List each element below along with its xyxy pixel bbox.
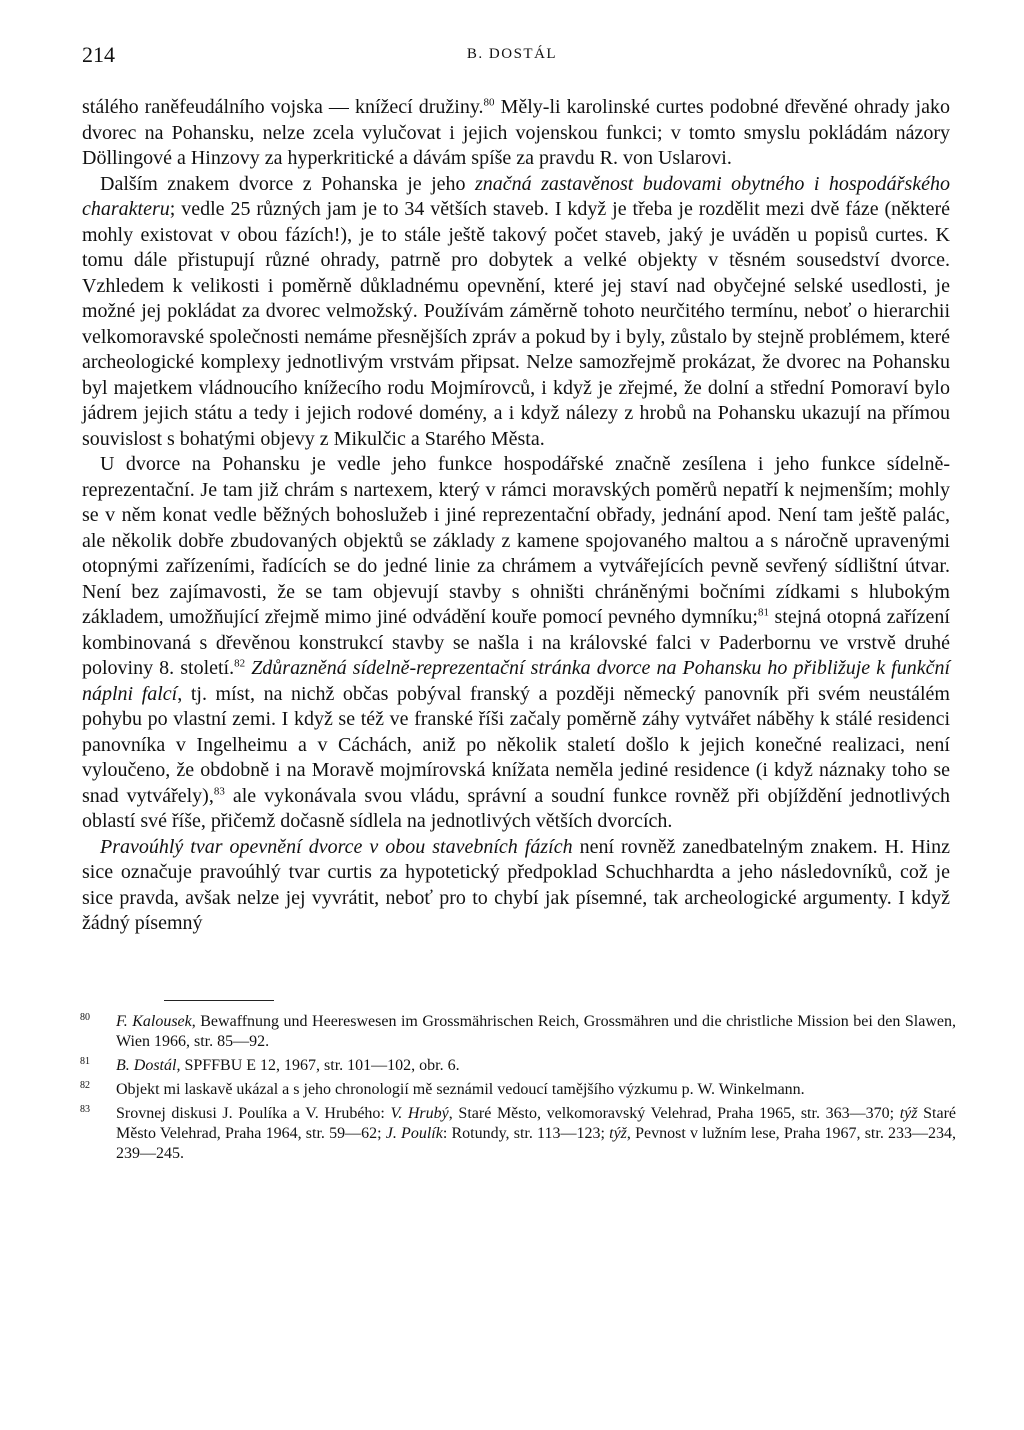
text-run: Srovnej diskusi J. Poulíka a V. Hrubého: xyxy=(116,1105,391,1122)
paragraph-2 xyxy=(82,172,950,453)
running-head-author: B. DOSTÁL xyxy=(466,46,558,62)
footnotes xyxy=(80,1012,956,1168)
paragraph-4 xyxy=(82,835,950,937)
author-name: F. Kalousek xyxy=(116,1013,192,1030)
footnote-ref-83: 83 xyxy=(213,784,225,797)
text-run: : Rotundy, str. 113—123; xyxy=(442,1125,610,1142)
author-name: V. Hrubý xyxy=(390,1105,449,1122)
text-run: stejná otopná zařízení kombinovaná s dřevěnou konstrukcí stavby se našla i na královské falci v Paderbornu ve vrstvě druhé poloviny 8. století. xyxy=(82,606,950,679)
page-number: 214 xyxy=(82,42,115,67)
text-run: , Bewaffnung und Heereswesen im Grossmährischen Reich, Grossmähren und die christliche Mission bei den Slawen, Wien 1966, str. 85—92. xyxy=(116,1013,957,1050)
author-name: týž xyxy=(609,1125,627,1142)
author-name: týž xyxy=(899,1105,918,1122)
footnote-ref-80: 80 xyxy=(483,96,495,109)
text-run: , Pevnost v lužním lese, Praha 1967, str. 233—234, 239—245. xyxy=(116,1125,957,1162)
running-head xyxy=(82,42,942,70)
footnote-80 xyxy=(80,1012,956,1052)
footnote-mark: 80 xyxy=(80,1012,90,1023)
author-name: J. Poulík xyxy=(385,1125,443,1142)
footnote-82 xyxy=(80,1080,956,1100)
text-run: , Staré Město, velkomoravský Velehrad, Praha 1965, str. 363—370; xyxy=(448,1105,900,1122)
paragraph-1 xyxy=(82,95,950,172)
text-run: ale vykonávala svou vládu, správní a soudní funkce rovněž při objíždění jednotlivých oblastí své říše, přičemž dočasně sídlela na jednotlivých větších dvorcích. xyxy=(82,784,950,832)
footnote-83 xyxy=(80,1104,956,1164)
footnote-ref-81: 81 xyxy=(757,606,769,619)
paragraph-3 xyxy=(82,452,950,835)
emphasis: Pravoúhlý tvar opevnění dvorce v obou stavebních fázích xyxy=(100,835,573,858)
footnote-mark: 81 xyxy=(80,1056,90,1067)
text-run: Objekt mi laskavě ukázal a s jeho chronologií mě seznámil vedoucí tamějšího výzkumu p. W. Winkelmann. xyxy=(116,1081,805,1098)
emphasis: značná zastavěnost budovami obytného i hospodářského charakteru xyxy=(82,172,950,220)
text-run: U dvorce na Pohansku je vedle jeho funkce hospodářské značně zesílena i jeho funkce sídelně-reprezentační. Je tam již chrám s nartexem, který v rámci moravských poměrů nepatří k nejmenším; mohly se v něm konat vedle běžných bohoslužeb i jiné reprezentační obřady, jednání apod. Není tam ještě palác, ale několik dobře zbudovaných objektů se základy z kamene spojovaného maltou a s náročně upravenými otopnými zařízeními, řadících se do jedné linie za chrámem a vytvářejících pevně sevřený sídlištní útvar. Není bez zajímavosti, že se tam objevují stavby s ohništi chráněnými bočními zídkami s hlubokým základem, umožňující zřejmě mimo jiné odvádění kouře pomocí pevného dymníku; xyxy=(82,453,950,628)
footnote-separator xyxy=(164,1000,274,1001)
text-run: Staré Město Velehrad, Praha 1964, str. 59—62; xyxy=(116,1105,957,1142)
footnote-ref-82: 82 xyxy=(234,657,246,670)
text-run: ; vedle 25 různých jam je to 34 větších staveb. I když je třeba je rozdělit mezi dvě fáze (některé mohly existovat v obou fázích!), je to stále ještě takový počet staveb, jaký je uváděn u popisů curtes. K tomu dále přistupují různé ohrady, patrně pro dobytek a velké objekty v těsném sousedství dvorce. Vzhledem k velikosti i poměrně důkladnému opevnění, které jej staví nad obyčejné selské usedlosti, je možné jej pokládat za dvorec velmožský. Používám záměrně tohoto neurčitého termínu, neboť o hierarchii velkomoravské společnosti nemáme přesnějších zpráv a pokud by i byly, zůstalo by stejně problémem, které archeologické komplexy jednotlivým vrstvám připsat. Nelze samozřejmě prokázat, že dvorec na Pohansku byl majetkem vládnoucího knížecího rodu Mojmírovců, i když je zřejmé, že dolní a střední Pomoraví bylo jádrem jejich státu a tedy i jejich rodové domény, a i když nálezy z hrobů na Pohansku ukazují na přímou souvislost s bohatými objevy z Mikulčic a Starého Města. xyxy=(82,198,950,450)
emphasis: Zdůrazněná sídelně-reprezentační stránka dvorce na Pohansku ho přibližuje k funkční náplni falcí xyxy=(82,657,951,705)
text-run: Dalším znakem dvorce z Pohanska je jeho xyxy=(100,172,475,195)
text-run: Měly-li karolinské curtes podobné dřevěné ohrady jako dvorec na Pohansku, nelze zcela vylučovat i jejich vojenskou funkci; v tomto smyslu pokládám názory Döllingové a Hinzovy za hyperkritické a dávám spíše za pravdu R. von Uslarovi. xyxy=(82,96,950,169)
author-name: B. Dostál xyxy=(116,1057,177,1074)
footnote-81 xyxy=(80,1056,956,1076)
footnote-mark: 83 xyxy=(80,1104,90,1115)
text-run: , SPFFBU E 12, 1967, str. 101—102, obr. 6. xyxy=(176,1057,460,1074)
text-run: není rovněž zanedbatelným znakem. H. Hinz sice označuje pravoúhlý tvar curtis za hypotetický předpoklad Schuchhardta a jeho následovníků, což je sice pravda, avšak nelze jej vyvrátit, neboť pro to chybí jak písemné, tak archeologické argumenty. I když žádný písemný xyxy=(82,835,950,934)
text-run: , tj. míst, na nichž občas pobýval franský a později německý panovník při svém neustálém pohybu po vlastní zemi. I když se též ve franské říši začaly poměrně záhy vytvářet náběhy k stálé residenci panovníka v Ingelheimu a v Cáchách, aniž po několik staletí došlo k jejich konečné realizaci, není vyloučeno, že obdobně i na Moravě mojmírovská knížata neměla jediné residence (i když náznaky toho se snad vytvářely), xyxy=(82,682,950,807)
footnote-mark: 82 xyxy=(80,1080,90,1091)
body-text xyxy=(82,95,950,937)
text-run: stálého raněfeudálního vojska — knížecí družiny. xyxy=(82,96,484,118)
